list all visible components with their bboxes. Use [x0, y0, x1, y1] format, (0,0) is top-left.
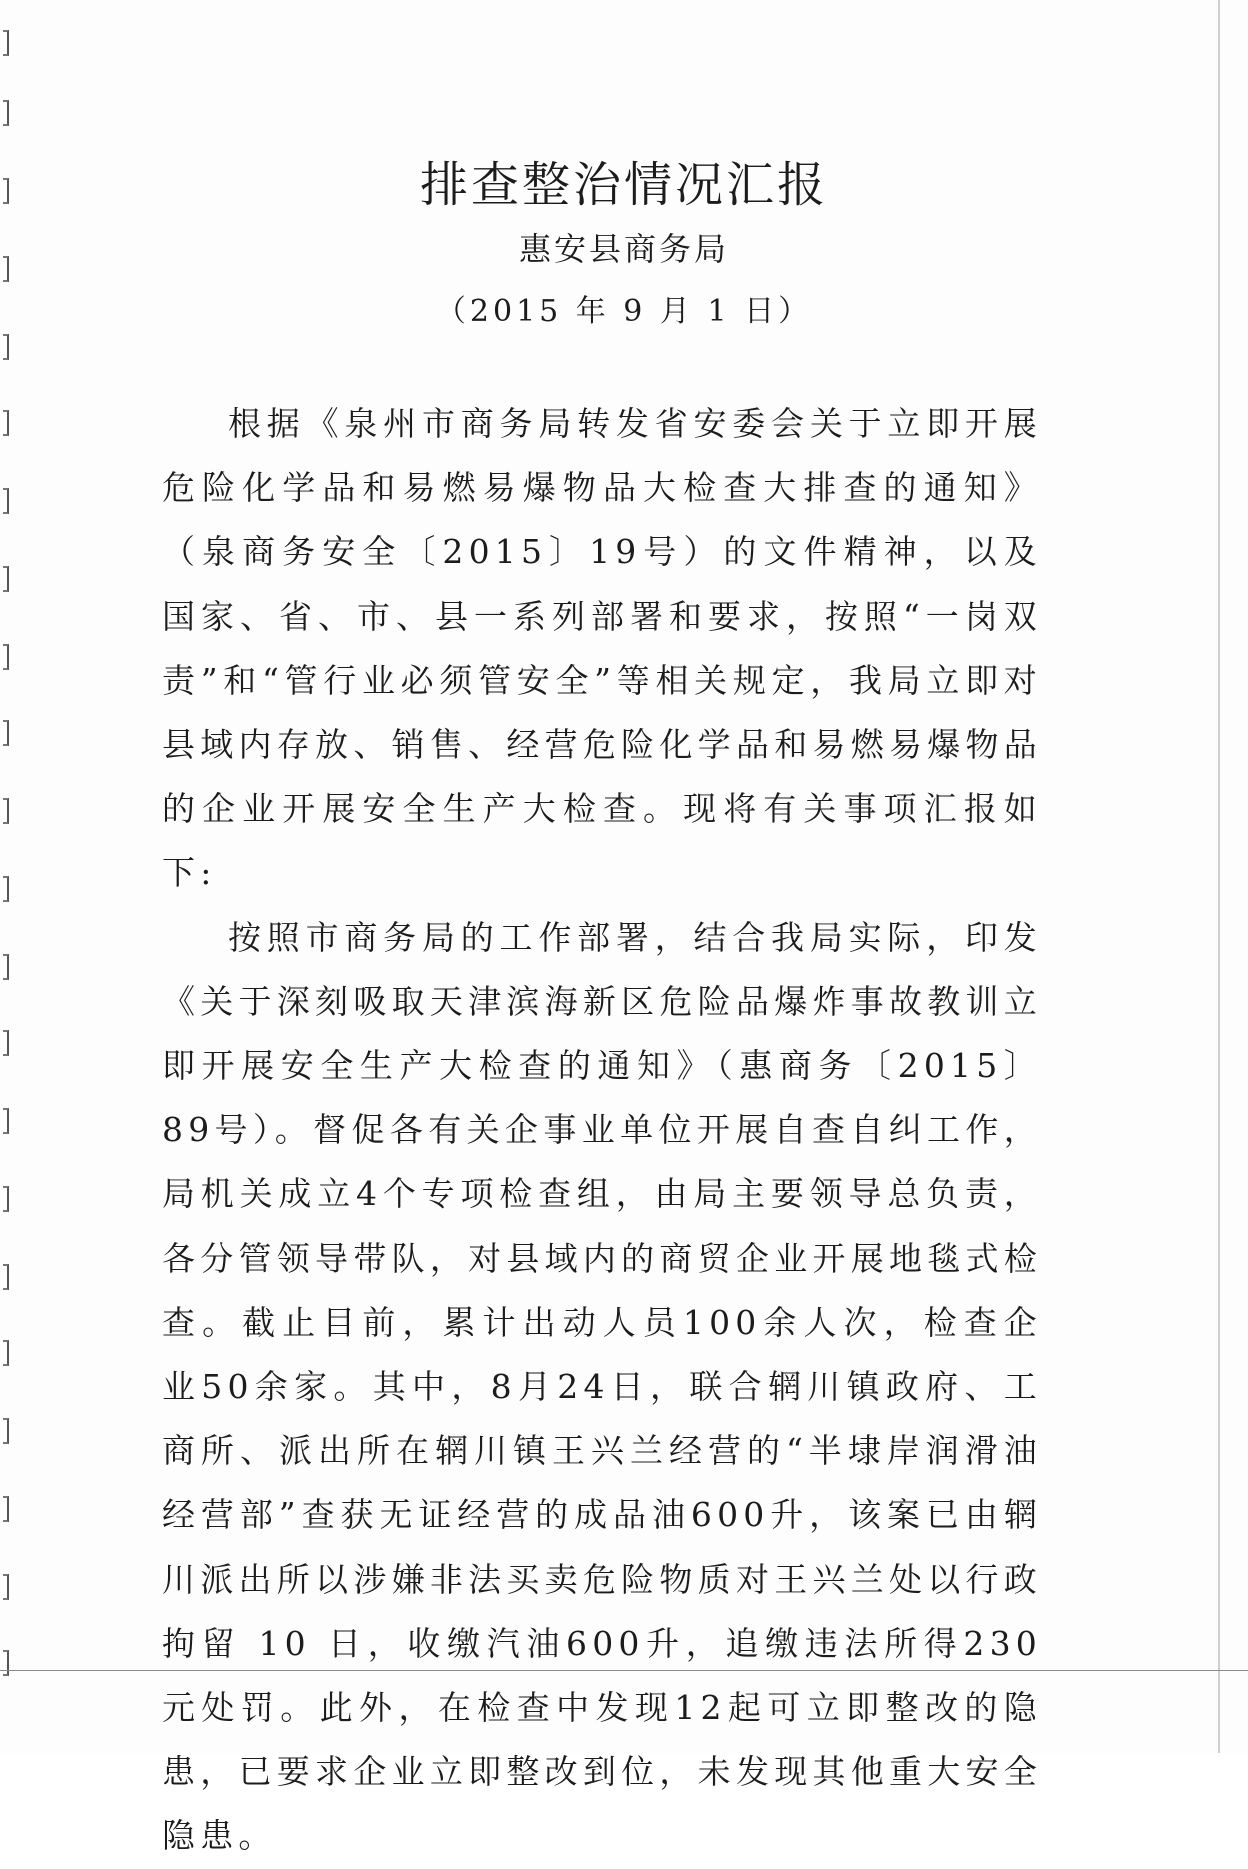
bottom-rule — [0, 1670, 1248, 1671]
paragraph: 按照市商务局的工作部署，结合我局实际，印发《关于深刻吸取天津滨海新区危险品爆炸事故教训立即开展安全生产大检查的通知》（惠商务〔2015〕89号）。督促各有关企事业单位开展自查自纠工作，局机关成立4个专项检查组，由局主要领导总负责，各分管领导带队，对县域内的商贸企业开展地毯式检查。截止目前，累计出动人员100余人次，检查企业50余家。其中，8月24日，联合辋川镇政府、工商所、派出所在辋川镇王兴兰经营的“半埭岸润滑油经营部”查获无证经营的成品油600升，该案已由辋川派出所以涉嫌非法买卖危险物质对王兴兰处以行政拘留 10 日，收缴汽油600升，追缴违法所得230元处罚。此外，在检查中发现12起可立即整改的隐患，已要求企业立即整改到位，未发现其他重大安全隐患。 — [162, 917, 1042, 1856]
issuing-organization: 惠安县商务局 — [518, 230, 729, 268]
document-title: 排查整治情况汇报 — [419, 157, 828, 213]
paragraph: 根据《泉州市商务局转发省安委会关于立即开展危险化学品和易燃易爆物品大检查大排查的通知》（泉商务安全〔2015〕19号）的文件精神，以及国家、省、市、县一系列部署和要求，按照“一岗双责”和“管行业必须管安全”等相关规定，我局立即对县域内存放、销售、经营危险化学品和易燃易爆物品的企业开展安全生产大检查。现将有关事项汇报如下: — [162, 404, 1042, 893]
report-body — [162, 392, 1042, 1869]
report-date: （2015 年 9 月 1 日） — [435, 294, 813, 329]
